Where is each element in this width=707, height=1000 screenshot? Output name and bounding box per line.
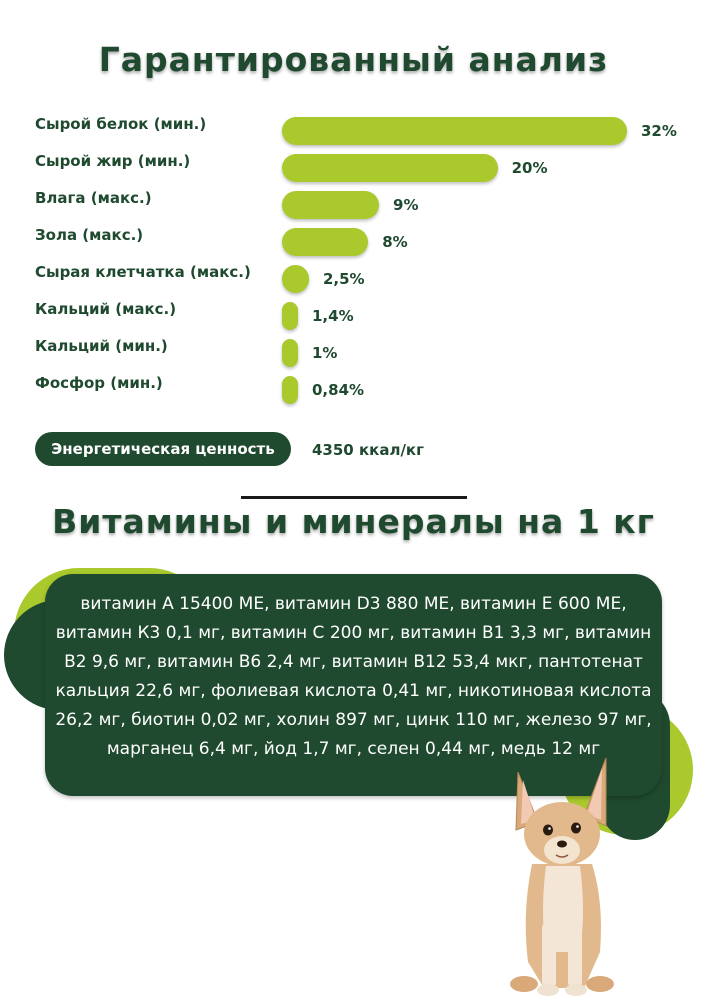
category-label: Влага (макс.): [35, 189, 152, 207]
energy-label-badge: Энергетическая ценность: [35, 432, 291, 466]
category-label: Фосфор (мин.): [35, 374, 163, 392]
energy-value: 4350 ккал/кг: [312, 441, 424, 459]
value-label: 1,4%: [312, 307, 354, 325]
bar: [282, 191, 379, 219]
value-label: 9%: [393, 196, 419, 214]
category-label: Кальций (макс.): [35, 300, 177, 318]
page-title: Гарантированный анализ: [98, 40, 609, 79]
bar: [282, 154, 498, 182]
bar: [282, 339, 298, 367]
value-label: 0,84%: [312, 381, 365, 399]
category-label: Зола (макс.): [35, 226, 144, 244]
bar: [282, 376, 298, 404]
vitamins-text: витамин A 15400 МЕ, витамин D3 880 МЕ, витамин Е 600 МЕ, витамин К3 0,1 мг, витамин С 200 мг, витамин В1 3,3 мг, витамин В2 9,6 мг, витамин В6 2,4 мг, витамин В12 53,4 мкг, пантотенат кальция 22,6 мг, фолиевая кислота 0,41 мг, никотиновая кислота 26,2 мг, биотин 0,02 мг, холин 897 мг, цинк 110 мг, железо 97 мг, марганец 6,4 мг, йод 1,7 мг, селен 0,44 мг, медь 12 мг: [55, 594, 652, 759]
section-divider: [241, 496, 467, 499]
bar: [282, 265, 309, 293]
vitamins-title: Витамины и минералы на 1 кг: [52, 502, 655, 541]
chihuahua-dog-image: [488, 752, 628, 1000]
value-label: 32%: [641, 122, 677, 140]
value-label: 20%: [511, 159, 548, 177]
bar-chart: [0, 0, 707, 420]
bar: [282, 117, 627, 145]
value-label: 1%: [312, 344, 338, 362]
category-label: Кальций (мин.): [35, 337, 168, 355]
bar: [282, 228, 368, 256]
category-label: Сырая клетчатка (макс.): [35, 263, 251, 281]
value-label: 2,5%: [322, 270, 365, 288]
bar: [282, 302, 298, 330]
category-label: Сырой белок (мин.): [35, 115, 207, 133]
category-label: Сырой жир (мин.): [35, 152, 191, 170]
value-label: 8%: [382, 233, 408, 251]
